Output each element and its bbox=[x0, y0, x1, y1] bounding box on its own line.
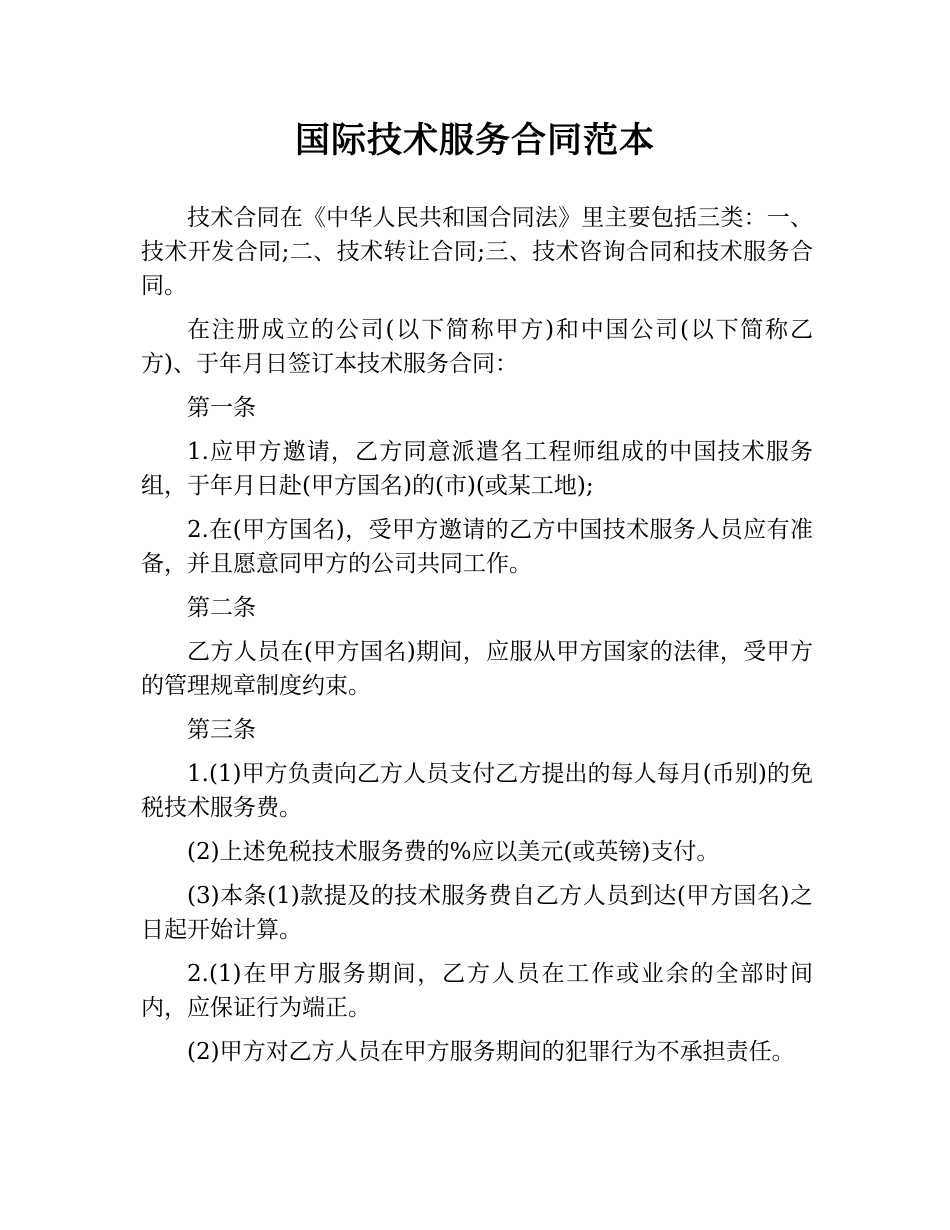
article-heading-2: 第二条 bbox=[187, 595, 256, 621]
paragraph-article3-1-2: (2)上述免税技术服务费的%应以美元(或英镑)支付。 bbox=[187, 839, 720, 865]
paragraph-intro: 技术合同在《中华人民共和国合同法》里主要包括三类：一、技术开发合同;二、技术转让合同;三、技术咨询合同和技术服务合同。 bbox=[141, 205, 813, 299]
document-body bbox=[141, 201, 813, 1079]
paragraph-article3-2-1: 2.(1)在甲方服务期间，乙方人员在工作或业余的全部时间内，应保证行为端正。 bbox=[141, 961, 813, 1021]
paragraph-article1-item2: 2.在(甲方国名)，受甲方邀请的乙方中国技术服务人员应有准备，并且愿意同甲方的公司共同工作。 bbox=[141, 517, 813, 577]
article-heading-3: 第三条 bbox=[187, 717, 256, 743]
document-title: 国际技术服务合同范本 bbox=[294, 121, 655, 161]
paragraph-parties: 在注册成立的公司(以下简称甲方)和中国公司(以下简称乙方)、于年月日签订本技术服务合同： bbox=[141, 317, 813, 377]
paragraph-article3-1-3: (3)本条(1)款提及的技术服务费自乙方人员到达(甲方国名)之日起开始计算。 bbox=[141, 883, 813, 943]
paragraph-article3-1-1: 1.(1)甲方负责向乙方人员支付乙方提出的每人每月(币别)的免税技术服务费。 bbox=[141, 761, 813, 821]
paragraph-article1-item1: 1.应甲方邀请，乙方同意派遣名工程师组成的中国技术服务组，于年月日赴(甲方国名)的(市)(或某工地); bbox=[141, 439, 813, 499]
article-heading-1: 第一条 bbox=[187, 395, 256, 421]
paragraph-article2: 乙方人员在(甲方国名)期间，应服从甲方国家的法律，受甲方的管理规章制度约束。 bbox=[141, 639, 813, 699]
paragraph-article3-2-2: (2)甲方对乙方人员在甲方服务期间的犯罪行为不承担责任。 bbox=[187, 1039, 795, 1065]
